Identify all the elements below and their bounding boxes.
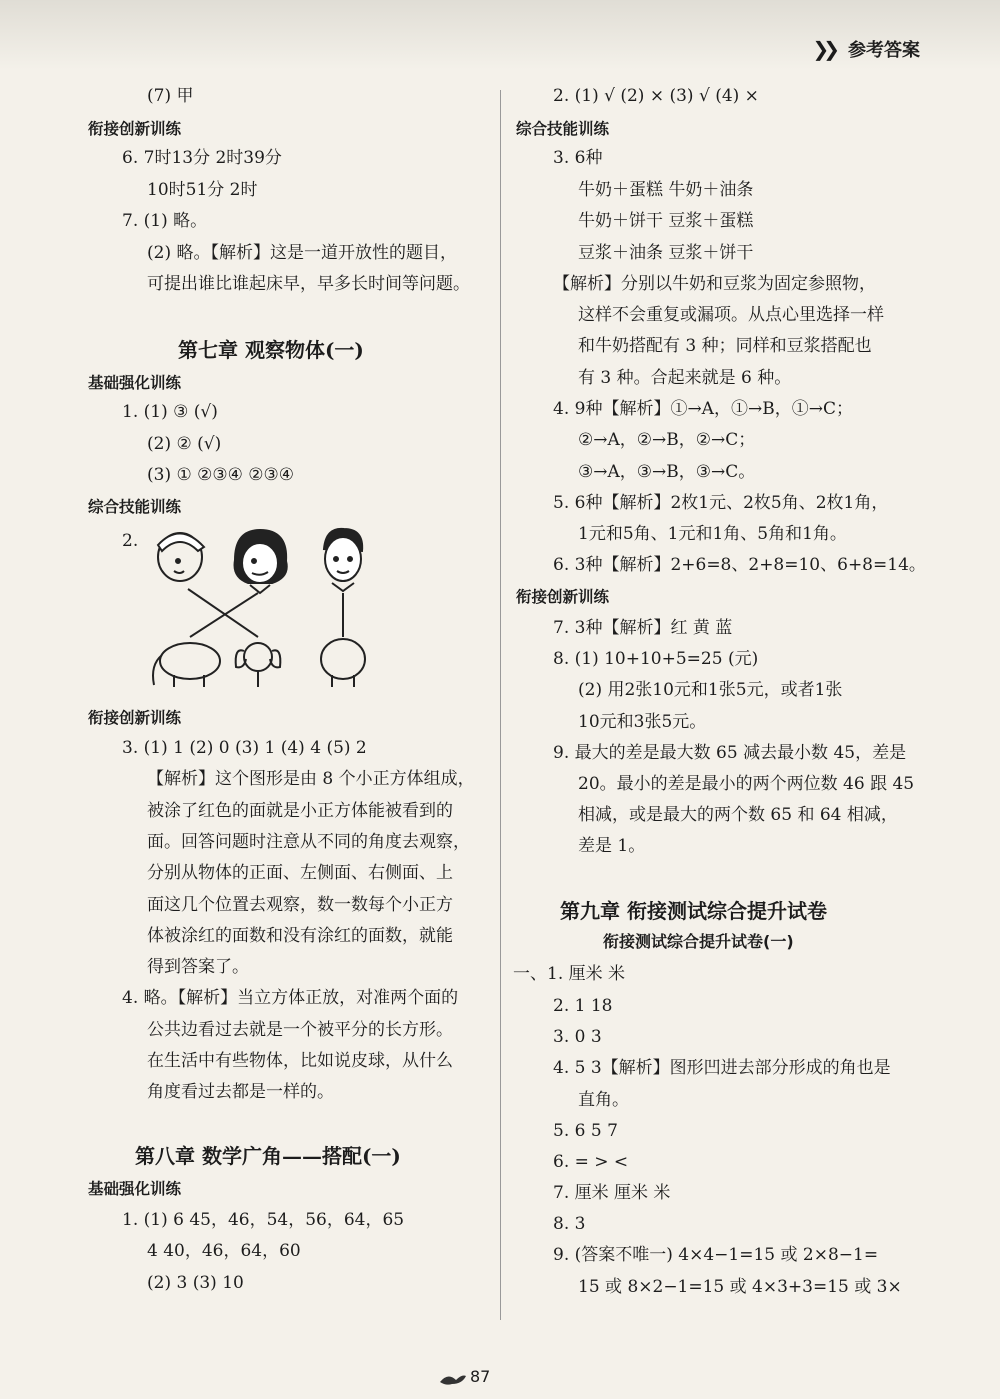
answer-line: 一、1. 厘米 米 xyxy=(513,964,626,984)
answer-line: 4. 略。【解析】当立方体正放，对准两个面的 xyxy=(122,988,459,1008)
answer-line: 在生活中有些物体，比如说皮球，从什么 xyxy=(147,1051,453,1071)
answer-line: 可提出谁比谁起床早，早多长时间等问题。 xyxy=(147,274,470,294)
answer-line: 牛奶＋蛋糕 牛奶＋油条 xyxy=(578,180,754,200)
chapter-title: 第九章 衔接测试综合提升试卷 xyxy=(560,899,827,923)
answer-line: 7. 厘米 厘米 米 xyxy=(553,1183,671,1203)
elephant-back-icon xyxy=(321,639,365,687)
answer-line: 8. 3 xyxy=(553,1214,586,1234)
answer-line: 得到答案了。 xyxy=(147,957,249,977)
child-girl-icon xyxy=(235,530,287,593)
child-boy-icon xyxy=(324,529,362,591)
test-subtitle: 衔接测试综合提升试卷(一) xyxy=(603,932,794,951)
section-heading: 基础强化训练 xyxy=(88,374,182,392)
answer-line: 2. (1) √ (2) × (3) √ (4) × xyxy=(553,86,759,106)
bird-logo-icon xyxy=(438,1370,468,1388)
answer-line: 1. (1) 6 45，46，54，56，64，65 xyxy=(122,1210,405,1230)
page-number: 87 xyxy=(470,1367,491,1386)
answer-line: (2) ② (√) xyxy=(147,434,222,454)
answer-line: 3. (1) 1 (2) 0 (3) 1 (4) 4 (5) 2 xyxy=(122,738,367,758)
child-hat-icon xyxy=(158,533,204,581)
section-heading: 衔接创新训练 xyxy=(88,120,182,138)
answer-line: 4. 5 3【解析】图形凹进去部分形成的角也是 xyxy=(553,1058,891,1078)
section-heading: 衔接创新训练 xyxy=(516,588,610,606)
answer-line: ②→A，②→B，②→C； xyxy=(578,430,756,450)
elephant-front-icon xyxy=(236,643,281,687)
answer-line: (3) ① ②③④ ②③④ xyxy=(147,465,294,485)
answer-line: 15 或 8×2−1=15 或 4×3+3=15 或 3× xyxy=(578,1277,902,1297)
answer-line: 1. (1) ③ (√) xyxy=(122,402,218,422)
answer-line: (2) 用2张10元和1张5元，或者1张 xyxy=(578,680,843,700)
answer-line: 9. 最大的差是最大数 65 减去最小数 45，差是 xyxy=(553,743,907,763)
matching-lines xyxy=(188,589,343,637)
answer-line: 体被涂红的面数和没有涂红的面数，就能 xyxy=(147,926,453,946)
answer-line: ③→A，③→B，③→C。 xyxy=(578,462,756,482)
answer-line: 角度看过去都是一样的。 xyxy=(147,1082,334,1102)
answer-line: 10元和3张5元。 xyxy=(578,712,707,732)
answer-line: 20。最小的差是最小的两个两位数 46 跟 45 xyxy=(578,774,915,794)
answer-line: 9. (答案不唯一) 4×4−1=15 或 2×8−1= xyxy=(553,1245,879,1265)
chapter-title: 第七章 观察物体(一) xyxy=(178,338,364,362)
answer-line: 相减，或是最大的两个数 65 和 64 相减， xyxy=(578,805,898,825)
answer-line: 【解析】这个图形是由 8 个小正方体组成， xyxy=(147,769,475,789)
answer-line: 面这几个位置去观察，数一数每个小正方 xyxy=(147,895,453,915)
answer-line: 有 3 种。合起来就是 6 种。 xyxy=(578,368,792,388)
header-title: 参考答案 xyxy=(848,40,920,61)
answer-line: 6. = > < xyxy=(553,1152,629,1172)
answer-line: 和牛奶搭配有 3 种；同样和豆浆搭配也 xyxy=(578,336,872,356)
answer-line: 1元和5角、1元和1角、5角和1角。 xyxy=(578,524,847,544)
answer-line: 牛奶＋饼干 豆浆＋蛋糕 xyxy=(578,211,754,231)
double-chevron-right-icon: ❯❯ xyxy=(812,37,834,61)
section-heading: 综合技能训练 xyxy=(88,498,182,516)
answer-line: 4 40，46，64，60 xyxy=(147,1241,301,1261)
answer-line: 3. 0 3 xyxy=(553,1027,602,1047)
answer-line: 公共边看过去就是一个被平分的长方形。 xyxy=(147,1020,453,1040)
answer-line: 5. 6 5 7 xyxy=(553,1121,618,1141)
answer-line: 差是 1。 xyxy=(578,836,646,856)
answer-line: 分别从物体的正面、左侧面、右侧面、上 xyxy=(147,863,453,883)
answer-line: 直角。 xyxy=(578,1090,629,1110)
answer-line: (2) 略。【解析】这是一道开放性的题目， xyxy=(147,243,457,263)
section-heading: 基础强化训练 xyxy=(88,1180,182,1198)
answer-line: 5. 6种【解析】2枚1元、2枚5角、2枚1角， xyxy=(553,493,889,513)
answer-line: 面。回答问题时注意从不同的角度去观察， xyxy=(147,832,470,852)
column-divider xyxy=(500,90,501,1320)
section-heading: 衔接创新训练 xyxy=(88,709,182,727)
answer-line: 【解析】分别以牛奶和豆浆为固定参照物， xyxy=(553,274,876,294)
answer-line: 2. xyxy=(122,531,139,551)
section-heading: 综合技能训练 xyxy=(516,120,610,138)
answer-line: 3. 6种 xyxy=(553,148,603,168)
answer-line: 6. 7时13分 2时39分 xyxy=(122,148,282,168)
answer-line: 这样不会重复或漏项。从点心里选择一样 xyxy=(578,305,884,325)
answer-line: 2. 1 18 xyxy=(553,996,613,1016)
answer-line: 10时51分 2时 xyxy=(147,180,258,200)
answer-line: 4. 9种【解析】①→A，①→B，①→C； xyxy=(553,399,853,419)
observation-figure xyxy=(140,525,380,695)
chapter-title: 第八章 数学广角——搭配(一) xyxy=(135,1144,401,1168)
page-header xyxy=(812,36,920,62)
answer-line: 7. (1) 略。 xyxy=(122,211,208,231)
answer-line: 被涂了红色的面就是小正方体能被看到的 xyxy=(147,801,453,821)
answer-line: (7) 甲 xyxy=(147,86,194,106)
answer-line: 豆浆＋油条 豆浆＋饼干 xyxy=(578,243,754,263)
answer-line: 7. 3种【解析】红 黄 蓝 xyxy=(553,618,733,638)
answer-line: 8. (1) 10+10+5=25 (元) xyxy=(553,649,759,669)
elephant-side-icon xyxy=(153,643,220,687)
answer-line: 6. 3种【解析】2+6=8、2+8=10、6+8=14。 xyxy=(553,555,926,575)
answer-line: (2) 3 (3) 10 xyxy=(147,1273,244,1293)
